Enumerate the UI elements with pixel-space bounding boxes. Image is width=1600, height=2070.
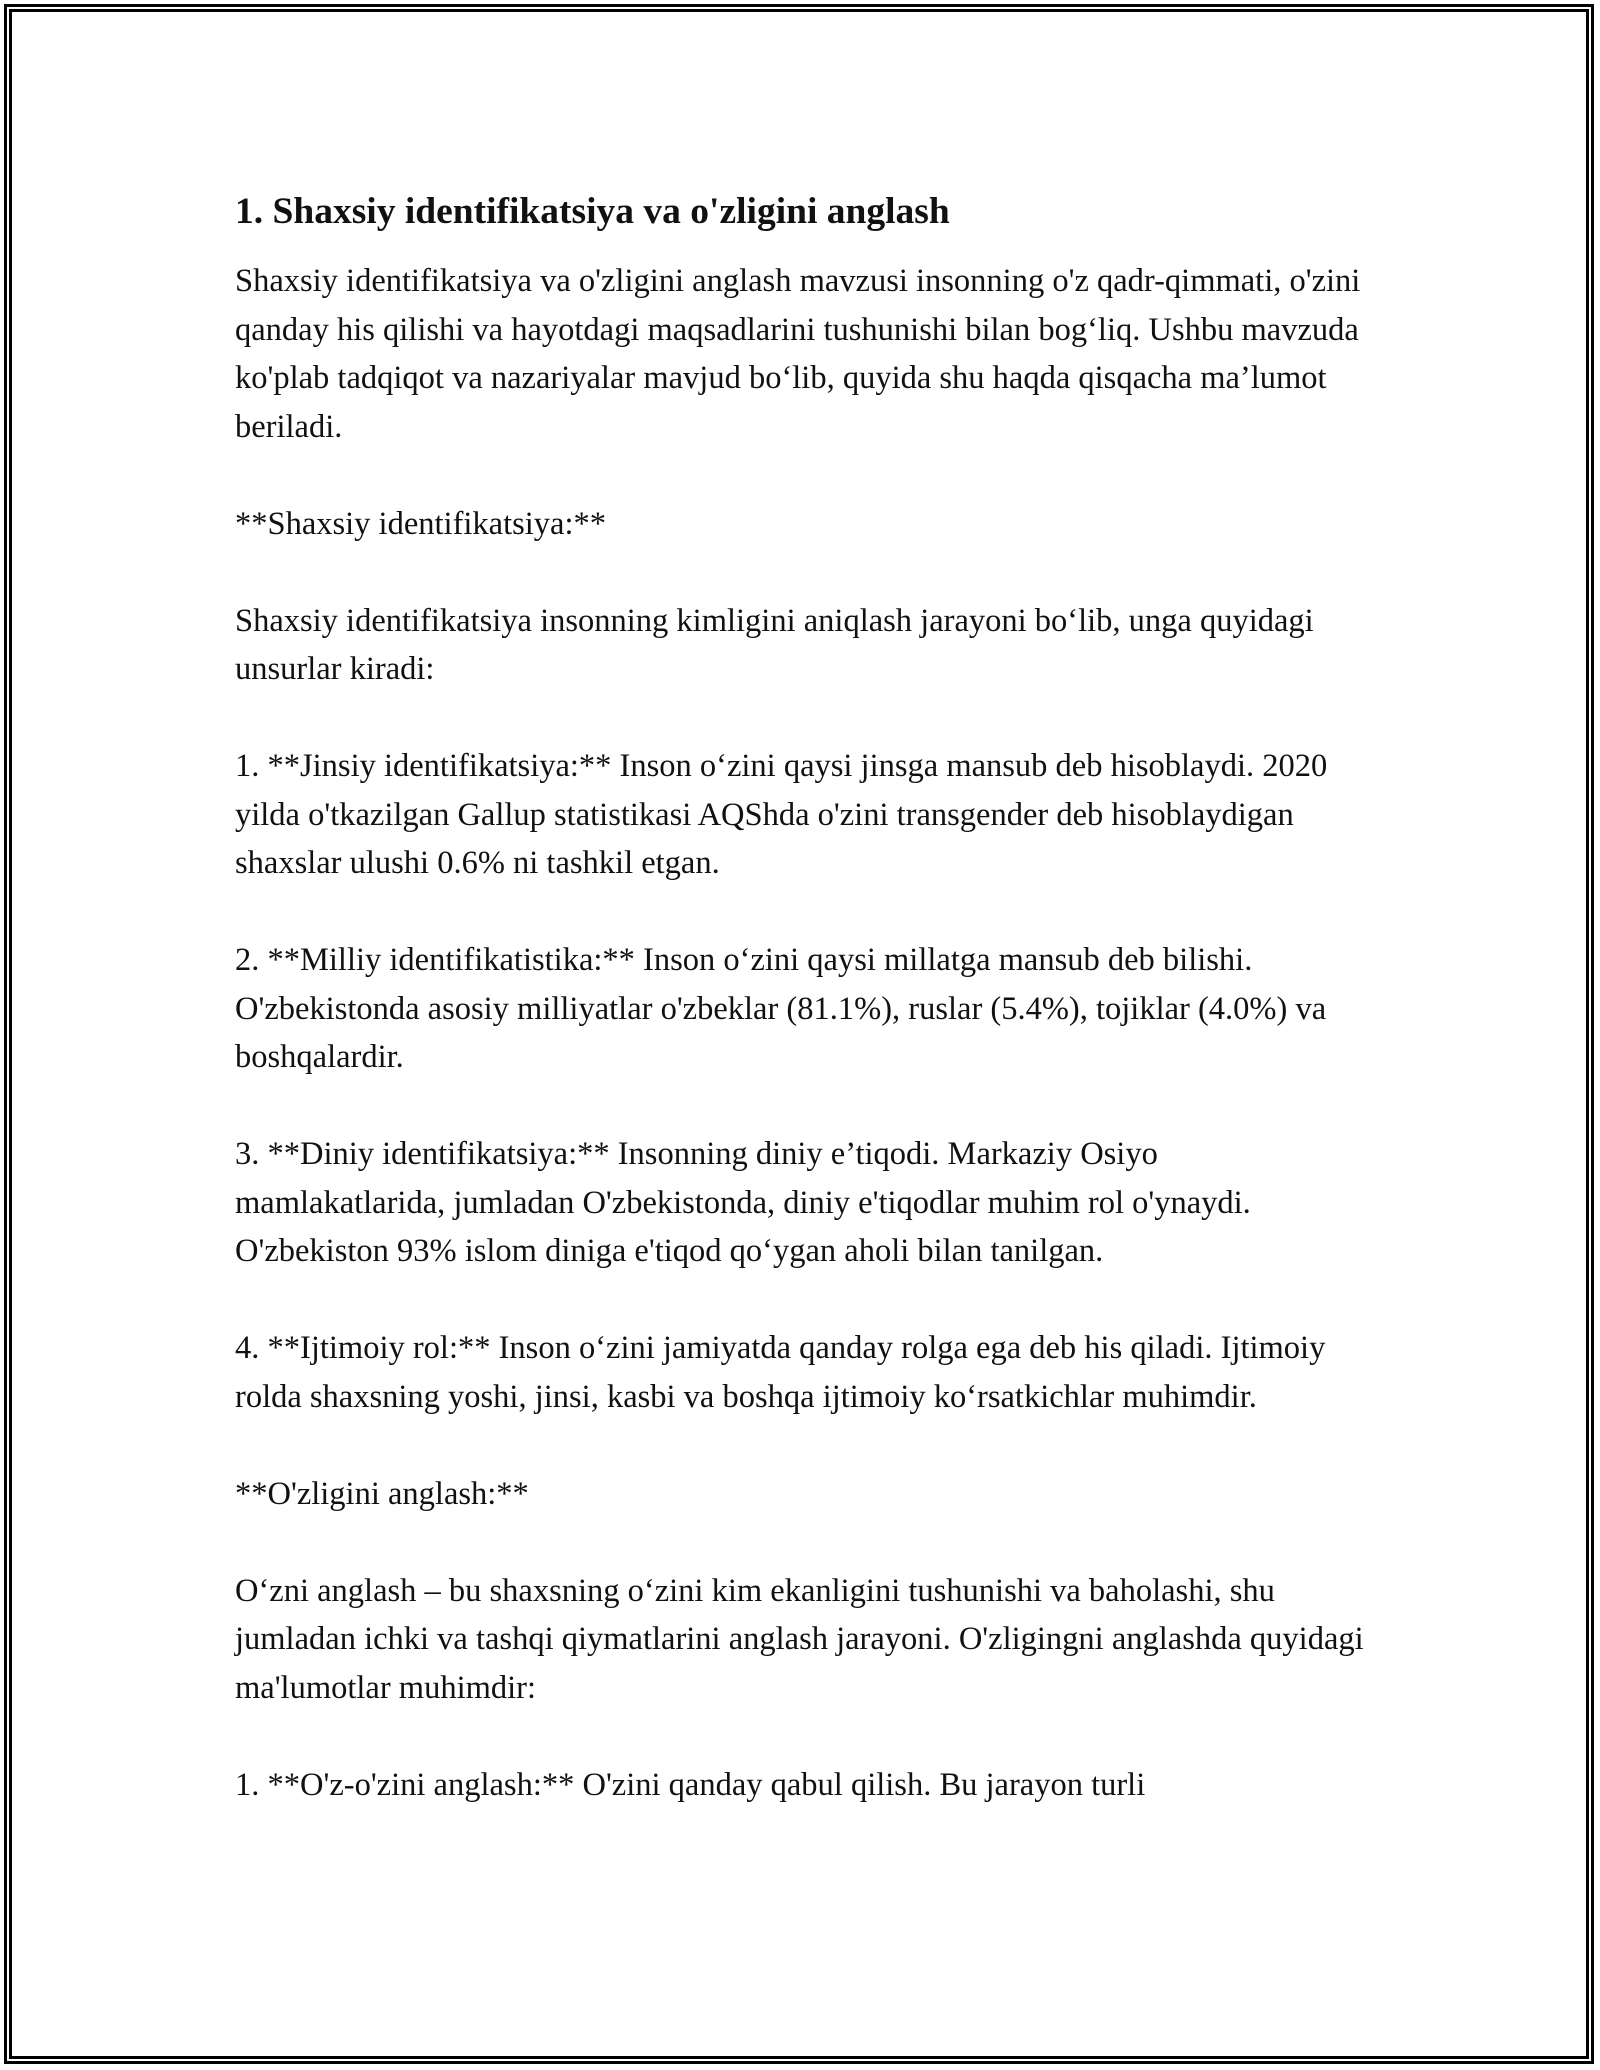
subheading-shaxsiy-identifikatsiya: **Shaxsiy identifikatsiya:** bbox=[235, 505, 607, 542]
document-body bbox=[235, 186, 1365, 1809]
list-item-jinsiy: 1. **Jinsiy identifikatsiya:** Inson o‘zini qaysi jinsga mansub deb hisoblaydi. 2020 yilda o'tkazilgan Gallup statistikasi AQShda o'zini transgender deb hisoblaydigan shaxslar ulushi 0.6% ni tashkil etgan. bbox=[235, 748, 1328, 881]
list-item-oz-ozini-anglash: 1. **O'z-o'zini anglash:** O'zini qanday qabul qilish. Bu jarayon turli bbox=[235, 1766, 1146, 1803]
section-heading: 1. Shaxsiy identifikatsiya va o'zligini anglash bbox=[235, 191, 950, 232]
identification-intro-paragraph: Shaxsiy identifikatsiya insonning kimligini aniqlash jarayoni bo‘lib, unga quyidagi unsurlar kiradi: bbox=[235, 602, 1314, 687]
self-awareness-intro-paragraph: O‘zni anglash – bu shaxsning o‘zini kim ekanligini tushunishi va baholashi, shu jumladan ichki va tashqi qiymatlarini anglash jarayoni. O'zligingni anglashda quyidagi ma'lumotlar muhimdir: bbox=[235, 1572, 1364, 1706]
list-item-milliy: 2. **Milliy identifikatistika:** Inson o‘zini qaysi millatga mansub deb bilishi. O'zbekistonda asosiy milliyatlar o'zbeklar (81.1%), ruslar (5.4%), tojiklar (4.0%) va boshqalardir. bbox=[235, 942, 1327, 1075]
list-item-ijtimoiy: 4. **Ijtimoiy rol:** Inson o‘zini jamiyatda qanday rolga ega deb his qiladi. Ijtimoiy rolda shaxsning yoshi, jinsi, kasbi va boshqa ijtimoiy ko‘rsatkichlar muhimdir. bbox=[235, 1330, 1326, 1415]
intro-paragraph: Shaxsiy identifikatsiya va o'zligini anglash mavzusi insonning o'z qadr-qimmati, o'zini qanday his qilishi va hayotdagi maqsadlarini tushunishi bilan bog‘liq. Ushbu mavzuda ko'plab tadqiqot va nazariyalar mavjud bo‘lib, quyida shu haqda qisqacha ma’lumot beriladi. bbox=[235, 263, 1361, 445]
subheading-ozligini-anglash: **O'zligini anglash:** bbox=[235, 1475, 529, 1512]
list-item-diniy: 3. **Diniy identifikatsiya:** Insonning diniy e’tiqodi. Markaziy Osiyo mamlakatlarida, jumladan O'zbekistonda, diniy e'tiqodlar muhim rol o'ynaydi. O'zbekiston 93% islom diniga e'tiqod qo‘ygan aholi bilan tanilgan. bbox=[235, 1136, 1251, 1269]
